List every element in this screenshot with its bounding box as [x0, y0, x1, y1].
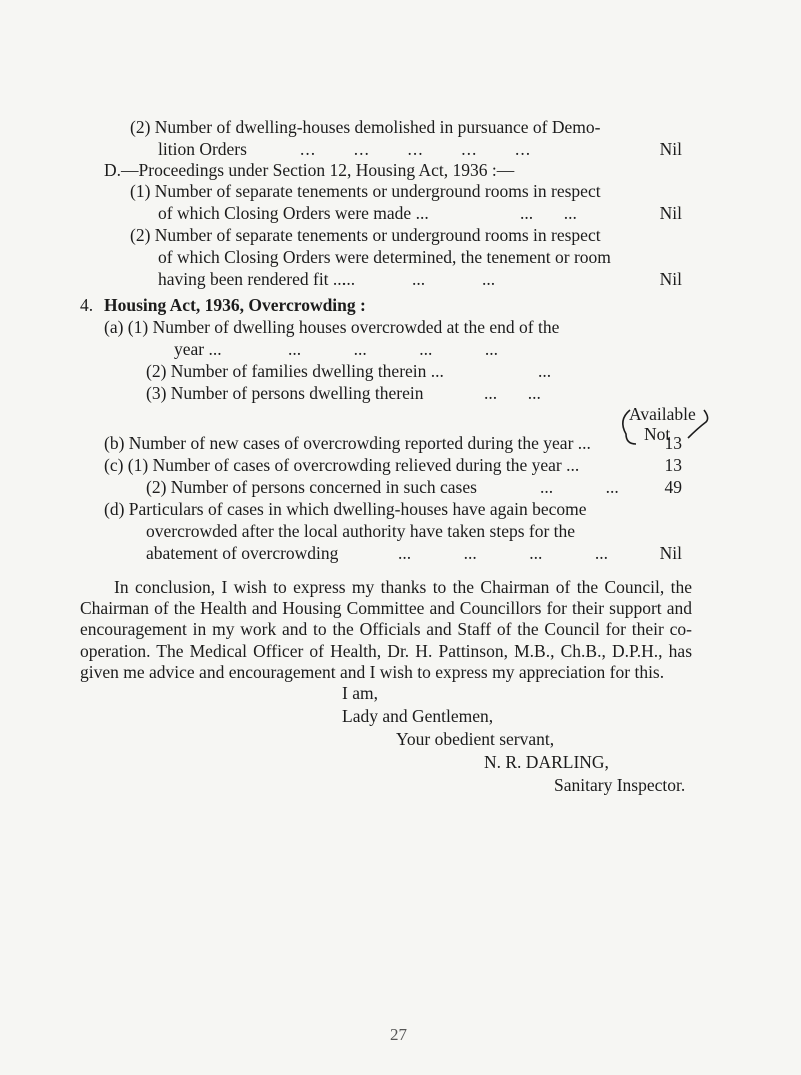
dot-leader: ... ...: [484, 383, 541, 403]
dot-leader: ... ... ... ... ...: [300, 139, 532, 159]
closing-orders-made-line-1: (1) Number of separate tenements or underground rooms in respect: [130, 181, 601, 201]
available-label: Available: [629, 404, 696, 424]
persons-concerned-line: (2) Number of persons concerned in such cases: [146, 477, 477, 497]
dot-leader: ...: [538, 361, 552, 381]
closing-orders-determined-value: Nil: [659, 269, 682, 289]
closing-orders-made-value: Nil: [659, 203, 682, 223]
page-number: 27: [390, 1025, 407, 1044]
overcrowded-houses-line-2: year ...: [174, 339, 222, 359]
dot-leader: ... ... ... ...: [288, 339, 498, 359]
relieved-cases-value: 13: [664, 455, 682, 475]
not-label: Not: [644, 424, 671, 444]
again-overcrowded-line-2: overcrowded after the local authority have taken steps for the: [146, 521, 576, 541]
signoff-name: N. R. DARLING,: [484, 752, 609, 772]
dot-leader: ... ...: [540, 477, 619, 497]
new-cases-value: 13: [664, 433, 682, 453]
families-line: (2) Number of families dwelling therein ...: [146, 361, 444, 381]
overcrowded-houses-line-1: (a) (1) Number of dwelling houses overcrowded at the end of the: [104, 317, 560, 337]
signoff-title: Sanitary Inspector.: [554, 775, 686, 795]
conclusion-paragraph: In conclusion, I wish to express my thanks to the Chairman of the Council, the Chairman of the Health and Housing Committee and Councillors for their support and encouragement in my work and to the Officials and Staff of the Council for their co-operation. The Medical Officer of Health, Dr. H. Pattinson, M.B., Ch.B., D.P.H., has given me advice and encouragement and I wish to express my appreciation for this.: [80, 577, 692, 682]
dot-leader: ... ... ... ...: [398, 543, 608, 563]
closing-orders-determined-line-1: (2) Number of separate tenements or underground rooms in respect: [130, 225, 601, 245]
again-overcrowded-line-1: (d) Particulars of cases in which dwelling-houses have again become: [104, 499, 587, 519]
again-overcrowded-line-3: abatement of overcrowding: [146, 543, 339, 563]
dot-leader: ... ... ...: [342, 269, 496, 289]
signoff-salutation: Lady and Gentlemen,: [342, 706, 494, 726]
demolished-value: Nil: [659, 139, 682, 159]
closing-orders-determined-line-3: having been rendered fit ...: [158, 269, 347, 289]
persons-line: (3) Number of persons dwelling therein: [146, 383, 424, 403]
section-number: 4.: [80, 295, 94, 315]
again-overcrowded-value: Nil: [659, 543, 682, 563]
dot-leader: ... ...: [520, 203, 577, 223]
closing-orders-made-line-2: of which Closing Orders were made ...: [158, 203, 429, 223]
signoff-i-am: I am,: [342, 683, 378, 703]
signoff-servant: Your obedient servant,: [396, 729, 555, 749]
closing-orders-determined-line-2: of which Closing Orders were determined, the tenement or room: [158, 247, 611, 267]
section-d-heading: D.—Proceedings under Section 12, Housing Act, 1936 :—: [104, 160, 515, 180]
persons-concerned-value: 49: [664, 477, 682, 497]
demolished-line-1: (2) Number of dwelling-houses demolished in pursuance of Demo-: [130, 117, 601, 137]
demolished-line-2: lition Orders: [158, 139, 247, 159]
relieved-cases-line: (c) (1) Number of cases of overcrowding relieved during the year ...: [104, 455, 580, 475]
section-4-heading: Housing Act, 1936, Overcrowding :: [104, 295, 366, 315]
new-cases-line: (b) Number of new cases of overcrowding reported during the year ...: [104, 433, 591, 453]
